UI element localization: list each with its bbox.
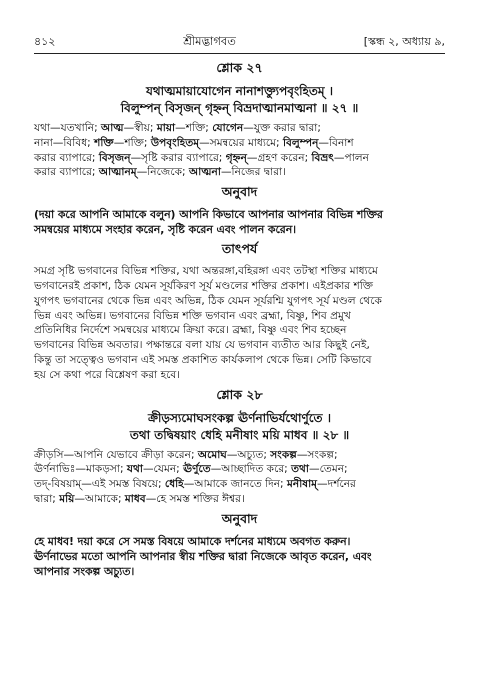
text-line: যুগপৎ ভগবানের থেকে ভিন্ন এবং অভিন্ন, ঠিক যেমন সূর্যরশ্মি যুগপৎ সূর্য মণ্ডল থেকে	[34, 294, 382, 307]
text-line: (দয়া করে আপনি আমাকে বলুন) আপনি কিভাবে আপনার আপনার বিভিন্ন শক্তির	[34, 208, 383, 222]
translation-text	[34, 207, 445, 237]
text-line: দ্বারা; ময়ি—আমাকে; মাধব—হে সমস্ত শক্তির ঈশ্বর।	[34, 492, 245, 505]
text-line: ঊর্ণনাভিঃ—মাকড়সা; যথা—যেমন; ঊর্ণুতে—আচ্ছাদিত করে; তথা—তেমন;	[34, 463, 348, 476]
text-line: ভগবানের বিভিন্ন অবতার। পক্ষান্তরে বলা যায় যে ভগবান ব্যতীত আর কিছুই নেই,	[34, 339, 370, 352]
translation-heading: অনুবাদ	[221, 184, 258, 200]
synonyms	[34, 448, 445, 507]
text-line: ভিন্ন এবং অভিন্ন। ভগবানের বিভিন্ন শক্তি ভগবান এবং ব্রহ্মা, বিষ্ণু, শিব প্রমুখ	[34, 309, 351, 322]
translation-text	[34, 534, 445, 579]
text-line: আপনার সংকল্প অচ্যুত।	[34, 564, 135, 578]
book-title: শ্রীমদ্ভাগবত	[183, 34, 236, 48]
text-line: করার ব্যাপারে; বিসৃজন্—সৃষ্টি করার ব্যাপারে; গৃহ্নন্—গ্রহণ করেন; বিভ্রৎ—পালন	[34, 151, 369, 164]
page-number: ৪১২	[34, 35, 56, 48]
synonyms	[34, 121, 445, 180]
text-line: ঊর্ণনাভের মতো আপনি আপনার স্বীয় শক্তির দ্বারা নিজেকে আবৃত করেন, এবং	[34, 549, 372, 563]
text-line: যথা—যতখানি; আত্ম—স্বীয়; মায়া—শক্তি; যোগেন—যুক্ত করার দ্বারা;	[34, 122, 321, 134]
translation-heading: অনুবাদ	[221, 510, 258, 526]
purport-text	[34, 264, 445, 382]
page-header	[34, 33, 445, 49]
verse-line: যথাত্মমায়াযোগেন নানাশক্ত্যুপবৃংহিতম্ ।	[145, 84, 334, 98]
text-line: নানা—বিবিধ; শক্তি—শক্তি; উপবৃংহিতম্—সমন্বয়ের মাধ্যমে; বিলুম্পন্—বিনাশ	[34, 136, 354, 149]
text-line: করার ব্যাপারে; আত্মানম্—নিজেকে; আত্মনা—নিজের দ্বারা।	[34, 166, 286, 179]
chapter-reference: [স্কন্ধ ২, অধ্যায় ৯,	[363, 35, 445, 48]
text-line: প্রতিনিধির নির্দেশে সমন্বয়ের মাধ্যমে ক্রিয়া করে। ব্রহ্মা, বিষ্ণু এবং শিব হচ্ছেন	[34, 324, 347, 337]
verse-line: বিলুম্পন্ বিসৃজন্ গৃহ্নন্ বিভ্রদাত্মানমাত্মনা ॥ ২৭ ॥	[120, 101, 359, 115]
text-line: তদ্-বিষয়াম্—এই সমস্ত বিষয়ে; ধেহি—আমাকে জানতে দিন; মনীষাম্—দর্শনের	[34, 478, 356, 491]
verse-line: ক্রীড়স্যমোঘসংকল্প ঊর্ণনাভির্যথোর্ণুতে ।	[147, 410, 332, 425]
purport-heading: তাৎপর্য	[221, 241, 258, 257]
text-line: ভগবানেরই প্রকাশ, ঠিক যেমন সূর্যকিরণ সূর্য মণ্ডলের শক্তির প্রকাশ। এইপ্রকার শক্তি	[34, 279, 374, 292]
verse-label: শ্লোক ২৭	[216, 60, 263, 75]
text-line: সমগ্র সৃষ্টি ভগবানের বিভিন্ন শক্তির, যথা অন্তরঙ্গা,বহিরঙ্গা এবং তটস্থা শক্তির মাধ্যমে	[34, 265, 378, 278]
verse-line: তথা তদ্বিষয়াং ধেহি মনীষাং ময়ি মাধব ॥ ২৮ ॥	[129, 427, 350, 442]
text-line: হয় সে কথা পরে বিশ্লেষণ করা হবে।	[34, 368, 181, 381]
text-line: সমন্বয়ের মাধ্যমে সংহার করেন, সৃষ্টি করেন এবং পালন করেন।	[34, 223, 297, 237]
text-line: হে মাধব! দয়া করে সে সমস্ত বিষয়ে আমাকে দর্শনের মাধ্যমে অবগত করুন।	[34, 534, 351, 548]
text-line: কিন্তু তা সত্ত্বেও ভগবান এই সমস্ত প্রকাশিত কার্যকলাপ থেকে ভিন্ন। সেটি কিভাবে	[34, 353, 372, 366]
header-rule	[34, 53, 445, 54]
text-line: ক্রীড়সি—আপনি যেভাবে ক্রীড়া করেন; অমোঘ—অচ্যুত; সংকল্প—সংকল্প;	[34, 448, 338, 461]
verse-label: শ্লোক ২৮	[216, 386, 263, 402]
